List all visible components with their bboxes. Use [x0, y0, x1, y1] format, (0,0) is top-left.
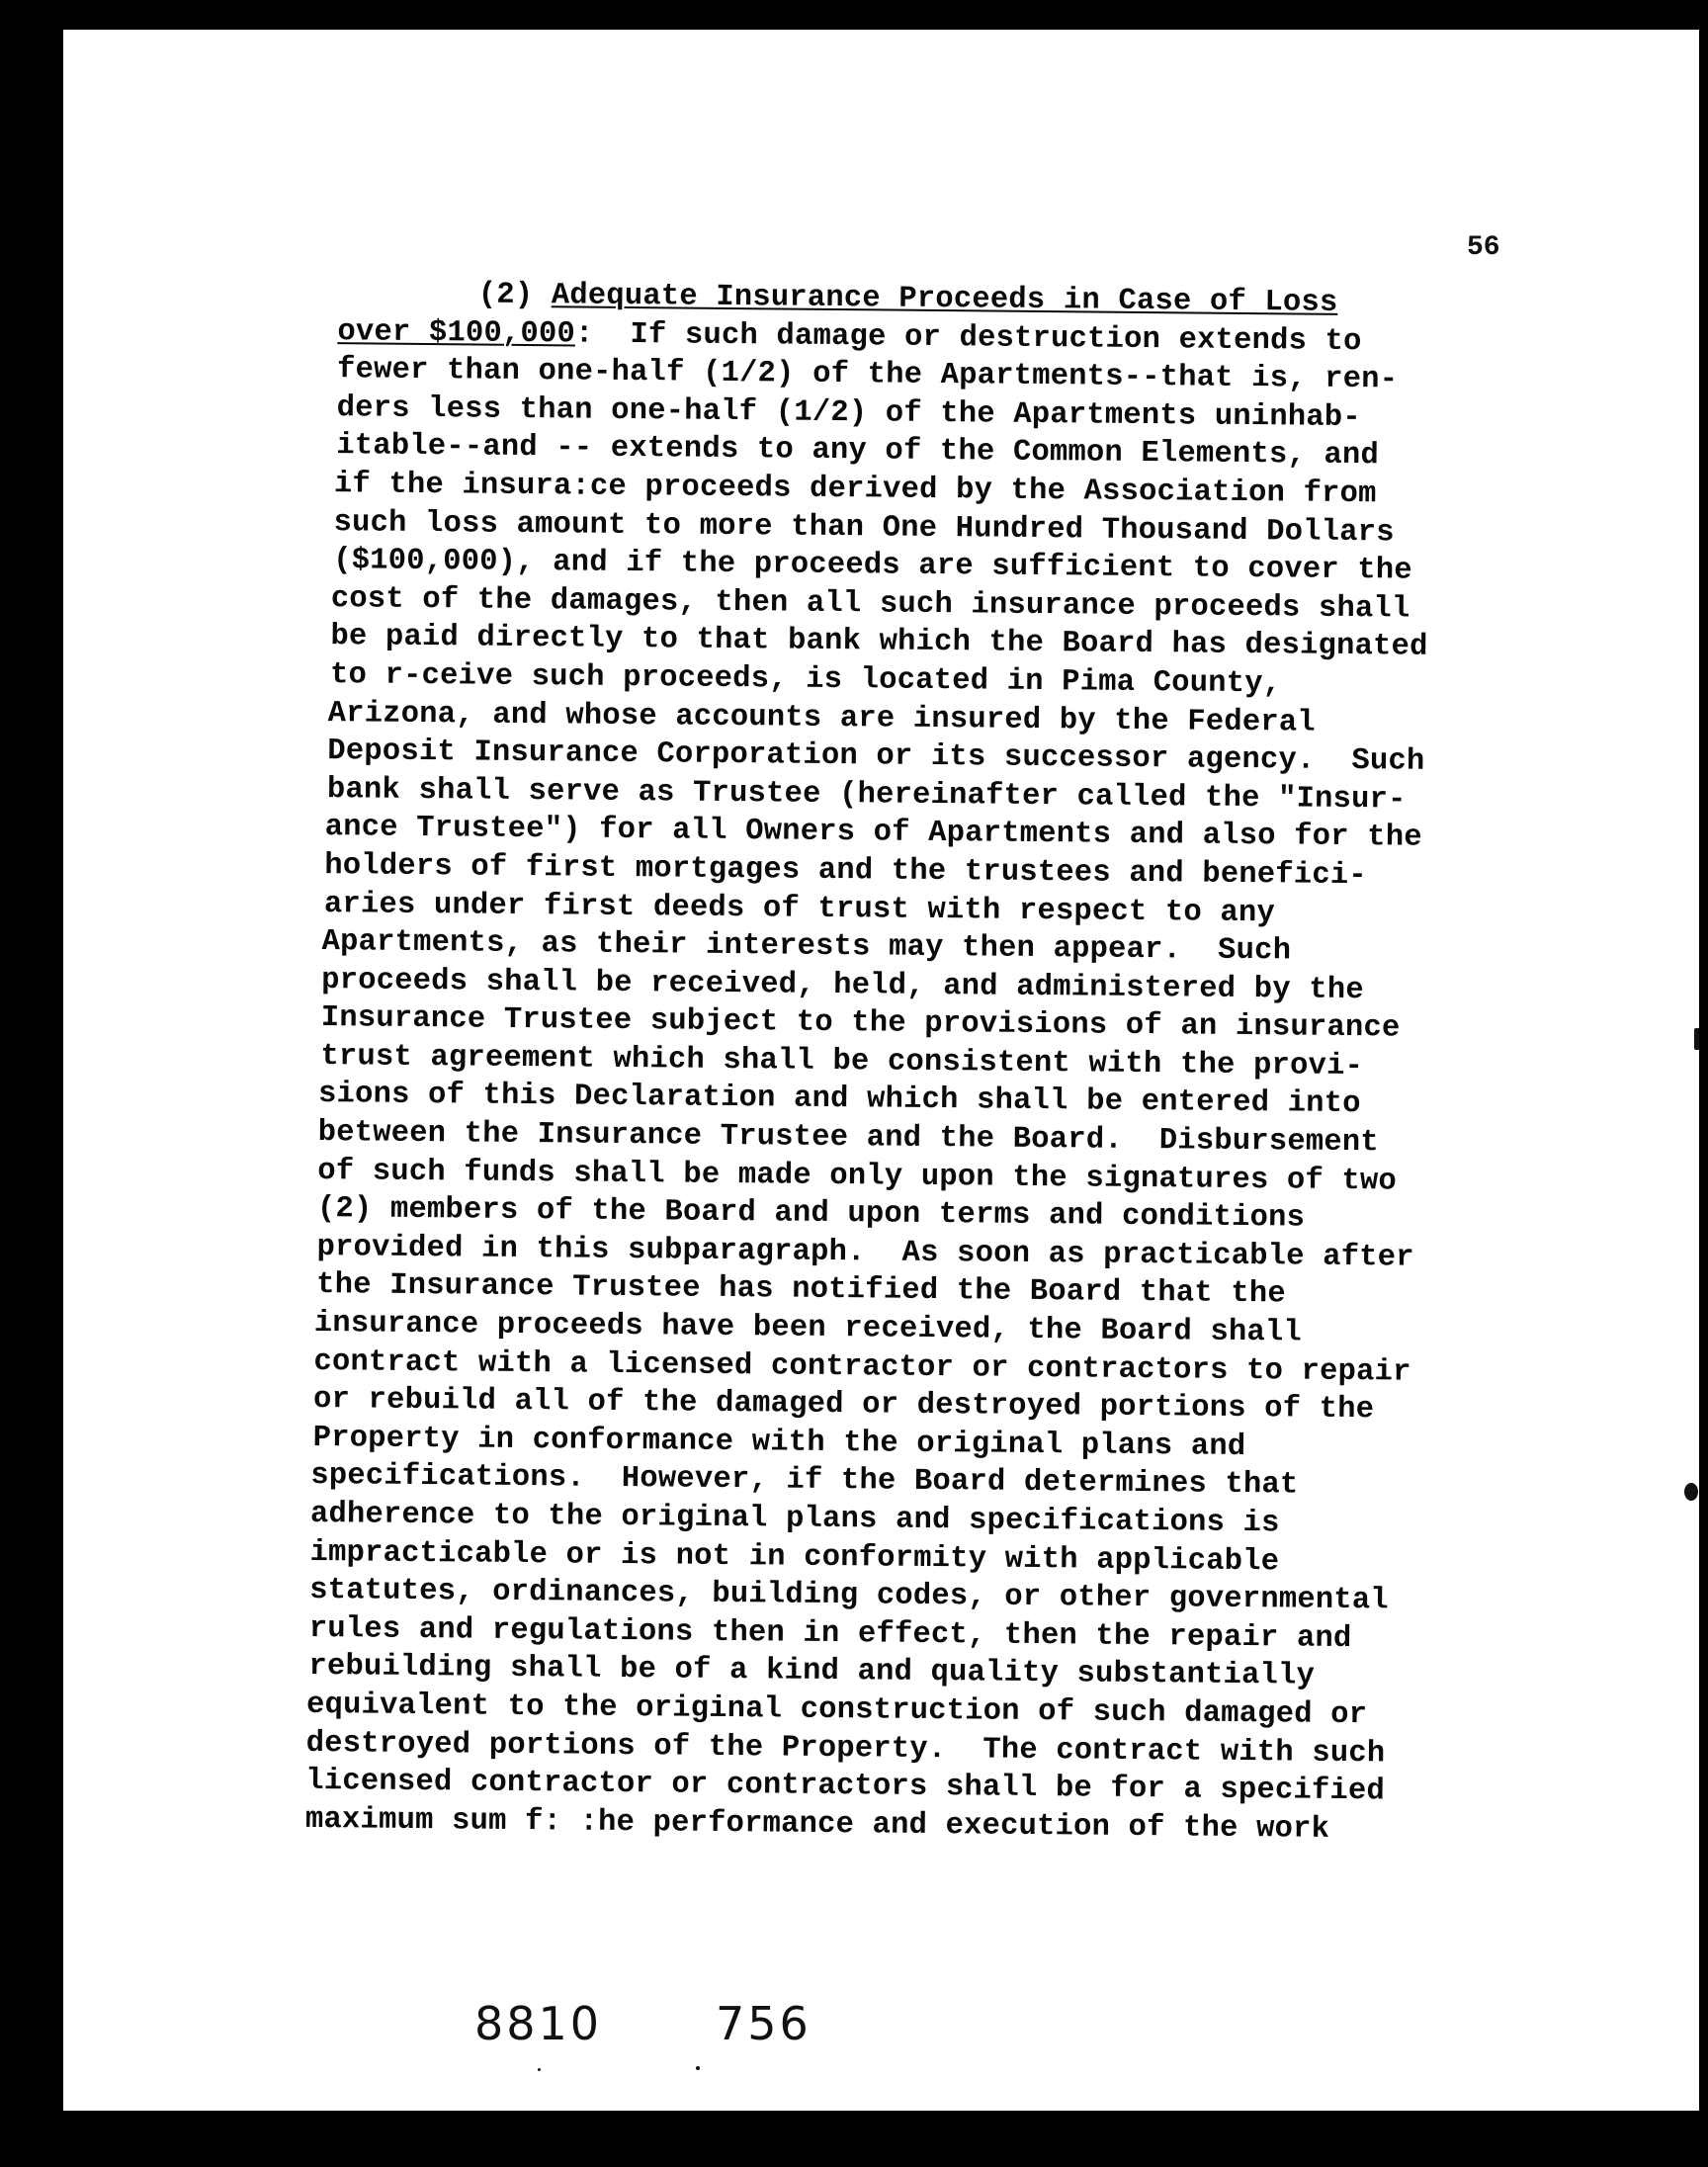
- text-line: maximum sum f: :he performance and execution of the work: [304, 1802, 1330, 1847]
- text-line: itable--and -- extends to any of the Common Elements, and: [336, 429, 1380, 474]
- text-line: fewer than one-half (1/2) of the Apartments--that is, ren-: [336, 353, 1399, 397]
- section-heading-part1: Adequate Insurance Proceeds in Case of Loss: [551, 279, 1338, 320]
- text-line: between the Insurance Trustee and the Board. Disbursement: [317, 1116, 1379, 1161]
- text-line: aries under first deeds of trust with respect to any: [323, 887, 1276, 930]
- text-line: trust agreement which shall be consistent with the provi-: [320, 1039, 1364, 1084]
- text-line: holders of first mortgages and the trustees and benefici-: [324, 848, 1368, 894]
- text-line: of such funds shall be made only upon the signatures of two: [317, 1154, 1398, 1199]
- text-line: sions of this Declaration and which shall be entered into: [317, 1078, 1361, 1122]
- paper-sheet: [63, 30, 1699, 2111]
- text-line: be paid directly to that bank which the Board has designated: [330, 620, 1428, 665]
- text-line: proceeds shall be received, held, and administered by the: [320, 963, 1364, 1007]
- scan-edge: [0, 0, 1708, 30]
- section-number: (2): [477, 278, 552, 313]
- scan-speck: [696, 2066, 700, 2070]
- text-line: contract with a licensed contractor or contractors to repair: [313, 1344, 1411, 1390]
- text-line: to r-ceive such proceeds, is located in Pima County,: [329, 658, 1282, 702]
- text-line: adherence to the original plans and specifications is: [309, 1497, 1280, 1541]
- scan-speck: [1684, 1483, 1698, 1501]
- text-line: impracticable or is not in conformity with applicable: [309, 1535, 1280, 1579]
- text-line: Apartments, as their interests may then appear. Such: [321, 925, 1292, 969]
- text-line: rebuilding shall be of a kind and quality substantially: [308, 1650, 1316, 1694]
- section-heading-suffix: : If such damage or destruction extends to: [574, 317, 1362, 359]
- footer-code-right: 756: [716, 1997, 811, 2050]
- footer-code-left: 8810: [474, 1997, 603, 2050]
- text-line: equivalent to the original construction of such damaged or: [305, 1688, 1368, 1733]
- scan-speck: [1694, 1028, 1699, 1050]
- text-line: destroyed portions of the Property. The contract with such: [305, 1726, 1386, 1771]
- text-line: ders less than one-half (1/2) of the Apartments uninhab-: [336, 390, 1361, 435]
- page-number: 56: [1467, 232, 1500, 263]
- text-line: (2) members of the Board and upon terms and conditions: [316, 1192, 1306, 1236]
- section-heading-part2: over $100,000: [337, 314, 576, 352]
- text-line: provided in this subparagraph. As soon as practicable after: [316, 1230, 1414, 1275]
- text-line: Deposit Insurance Corporation or its successor agency. Such: [327, 735, 1425, 779]
- text-line: specifications. However, if the Board determines that: [310, 1459, 1299, 1503]
- text-line: statutes, ordinances, building codes, or other governmental: [309, 1574, 1390, 1618]
- text-line: bank shall serve as Trustee (hereinafter called the "Insur-: [326, 772, 1407, 818]
- text-line: the Insurance Trustee has notified the Board that the: [316, 1268, 1286, 1312]
- text-line: Insurance Trustee subject to the provisions of an insurance: [320, 1001, 1401, 1046]
- text-line: or rebuild all of the damaged or destroyed portions of the: [312, 1383, 1375, 1428]
- scan-speck: [538, 2068, 541, 2071]
- text-line: ance Trustee") for all Owners of Apartments and also for the: [324, 811, 1422, 856]
- text-line: Property in conformance with the original plans and: [312, 1421, 1246, 1464]
- text-line: rules and regulations then in effect, then the repair and: [308, 1611, 1352, 1656]
- text-line: Arizona, and whose accounts are insured by the Federal: [327, 696, 1317, 740]
- text-line: if the insura:ce proceeds derived by the Association from: [333, 468, 1377, 512]
- text-line: such loss amount to more than One Hundred Thousand Dollars: [333, 505, 1395, 551]
- text-line: insurance proceeds have been received, the Board shall: [313, 1307, 1303, 1350]
- text-line: cost of the damages, then all such insurance proceeds shall: [330, 581, 1410, 627]
- body-text: [305, 275, 1556, 1851]
- text-line: ($100,000), and if the proceeds are sufficient to cover the: [333, 544, 1413, 588]
- text-line: licensed contractor or contractors shall be for a specified: [305, 1765, 1386, 1809]
